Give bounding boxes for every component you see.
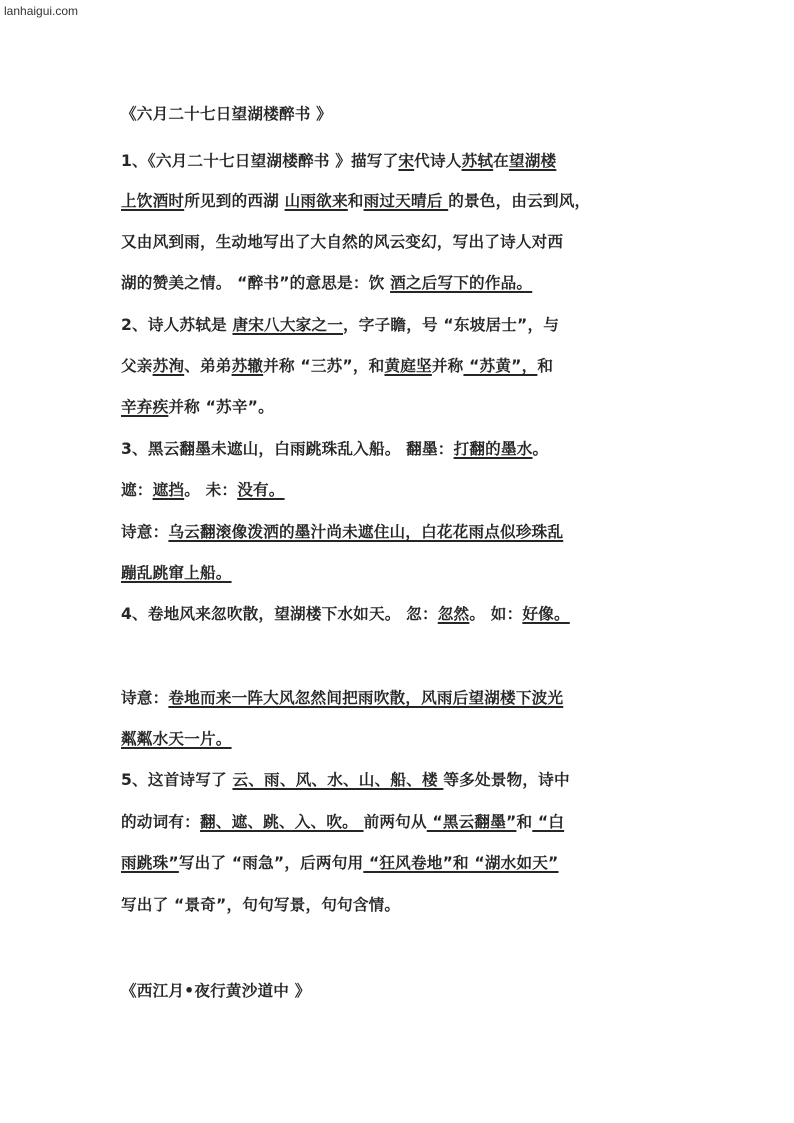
- text: 2、诗人苏轼是: [121, 316, 233, 334]
- answer-scene-2: 雨过天晴后: [363, 192, 449, 210]
- text: 5、这首诗写了: [121, 771, 233, 789]
- text: 。: [532, 440, 549, 458]
- text: 、弟弟: [184, 357, 232, 375]
- answer-poet: 苏轼: [461, 152, 494, 170]
- text: 写出了 “雨急”，后两句用: [178, 854, 364, 872]
- answer-wei: 没有。: [237, 481, 285, 499]
- s1-line-2: [121, 190, 590, 212]
- s5-line-3: [121, 852, 559, 874]
- poem-title-2: 《西江月•夜行黄沙道中 》: [121, 982, 311, 1000]
- answer-poem-meaning-cont: 蹦乱跳窜上船。: [121, 564, 232, 582]
- answer-xin: 辛弃疾: [121, 398, 169, 416]
- s5-line-4: 写出了 “景奇”，句句写景，句句含情。: [121, 896, 401, 914]
- answer-kuangfeng: “狂风卷地”和 “湖水如天”: [363, 854, 559, 872]
- text: 等多处景物，诗中: [443, 771, 570, 789]
- text: 湖的赞美之情。 “醉书”的意思是：饮: [121, 274, 391, 292]
- text: 诗意：: [121, 523, 169, 541]
- text: 。 未：: [184, 481, 238, 499]
- answer-place: 望湖楼: [508, 152, 557, 170]
- answer-meaning: 酒之后写下的作品。: [390, 274, 533, 292]
- site-watermark: lanhaigui.com: [4, 4, 79, 18]
- answer-verbs: 翻、遮、跳、入、吹。: [199, 813, 364, 831]
- s4-line-3: [121, 728, 232, 750]
- answer-poem-meaning-2: 卷地而来一阵大风忽然间把雨吹散，风雨后望湖楼下波光: [168, 689, 564, 707]
- answer-occasion: 上饮酒时: [121, 192, 185, 210]
- s5-line-1: [121, 769, 570, 791]
- text: 和: [347, 192, 364, 210]
- text: 遮：: [121, 481, 153, 499]
- answer-eight-masters: 唐宋八大家之一: [232, 316, 344, 334]
- answer-baiyu-end: 雨跳珠”: [121, 854, 179, 872]
- s3-line-1: [121, 438, 548, 460]
- s1-line-4: [121, 272, 532, 294]
- answer-huang: 黄庭坚: [384, 357, 432, 375]
- text: 和: [537, 357, 554, 375]
- text: 父亲: [121, 357, 153, 375]
- s3-line-3: [121, 521, 563, 543]
- s3-line-4: [121, 562, 232, 584]
- text: 在: [493, 152, 509, 170]
- s1-line-3: 又由风到雨，生动地写出了大自然的风云变幻，写出了诗人对西: [121, 233, 564, 251]
- answer-heiyun: “黑云翻墨”: [426, 813, 517, 831]
- text: 的动词有：: [121, 813, 200, 831]
- s3-line-2: [121, 479, 285, 501]
- text: 诗意：: [121, 689, 169, 707]
- answer-brother: 苏辙: [231, 357, 264, 375]
- answer-dynasty: 宋: [398, 152, 415, 170]
- answer-hu: 忽然: [437, 605, 470, 623]
- text: ，字子瞻，号 “东坡居士”，与: [343, 316, 560, 334]
- s5-line-2: [121, 811, 564, 833]
- text: 前两句从: [363, 813, 427, 831]
- poem-title-1: 《六月二十七日望湖楼醉书 》: [121, 105, 332, 123]
- answer-poem-meaning: 乌云翻滚像泼洒的墨汁尚未遮住山，白花花雨点似珍珠乱: [168, 523, 564, 541]
- s4-line-1: [121, 603, 570, 625]
- answer-suhuang: “苏黄”，: [463, 357, 538, 375]
- text: 的景色，由云到风，: [448, 192, 591, 210]
- text: 和: [516, 813, 533, 831]
- answer-ru: 好像。: [522, 605, 570, 623]
- text: 3、黑云翻墨未遮山，白雨跳珠乱入船。 翻墨：: [121, 440, 454, 458]
- answer-zhe: 遮挡: [152, 481, 185, 499]
- answer-scenery: 云、雨、风、水、山、船、楼: [232, 771, 444, 789]
- s2-line-3: [121, 396, 274, 418]
- text: 并称: [431, 357, 464, 375]
- text: 并称 “苏辛”。: [168, 398, 274, 416]
- answer-fanmo: 打翻的墨水: [453, 440, 533, 458]
- text: 所见到的西湖: [184, 192, 285, 210]
- answer-scene-1: 山雨欲来: [284, 192, 348, 210]
- answer-poem-meaning-2-cont: 粼粼水天一片。: [121, 730, 232, 748]
- s4-line-2: [121, 687, 563, 709]
- text: 。 如：: [469, 605, 523, 623]
- s2-line-2: [121, 355, 553, 377]
- answer-baiyu-start: “白: [532, 813, 565, 831]
- text: 1、《六月二十七日望湖楼醉书 》描写了: [121, 152, 399, 170]
- text: 4、卷地风来忽吹散，望湖楼下水如天。 忽：: [121, 605, 438, 623]
- s1-line-1: [121, 150, 556, 172]
- text: 并称 “三苏”，和: [263, 357, 385, 375]
- answer-father: 苏洵: [152, 357, 185, 375]
- s2-line-1: [121, 314, 559, 336]
- text: 代诗人: [414, 152, 462, 170]
